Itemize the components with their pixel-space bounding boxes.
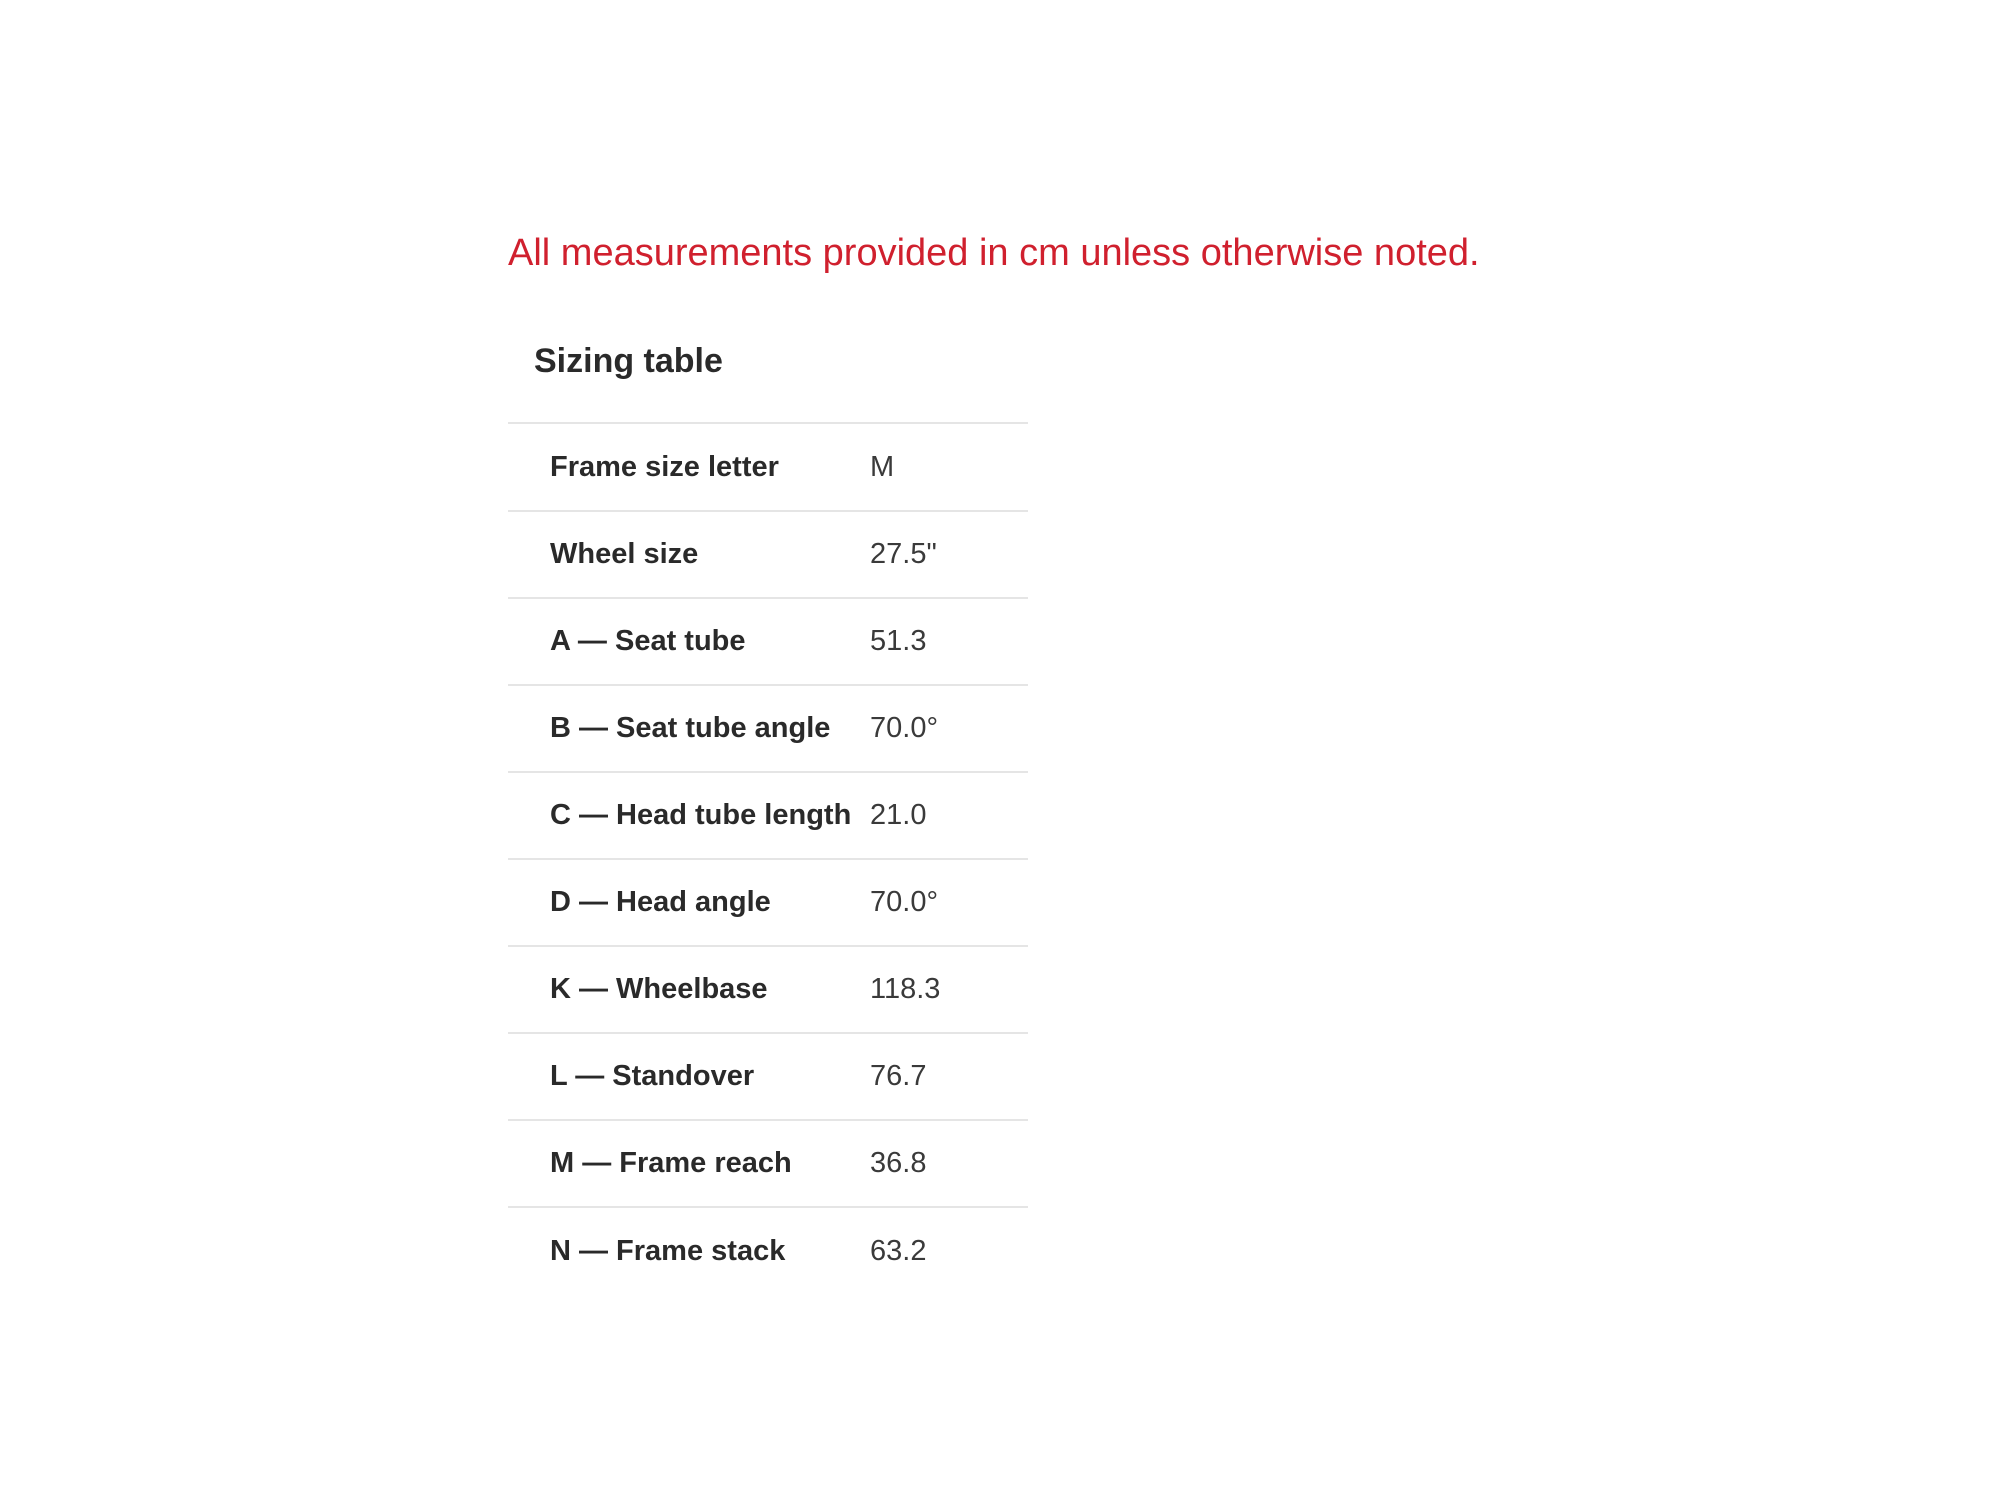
row-label: A — Seat tube (550, 625, 746, 657)
table-row (508, 685, 1028, 772)
row-value: 51.3 (870, 625, 927, 657)
row-label: N — Frame stack (550, 1234, 786, 1267)
measurement-notice: All measurements provided in cm unless otherwise noted. (508, 232, 1480, 274)
row-label: D — Head angle (550, 886, 771, 918)
sizing-table (508, 424, 1028, 1294)
row-label: L — Standover (550, 1060, 755, 1092)
table-row (508, 1120, 1028, 1207)
row-label: B — Seat tube angle (550, 712, 831, 744)
row-label: Wheel size (550, 538, 699, 570)
row-value: 21.0 (870, 799, 927, 831)
row-value: M (870, 450, 895, 483)
table-row (508, 946, 1028, 1033)
row-value: 27.5" (870, 538, 937, 570)
table-row (508, 1207, 1028, 1294)
table-row (508, 772, 1028, 859)
row-label: Frame size letter (550, 450, 779, 483)
sizing-table-section (508, 328, 1028, 1294)
row-value: 118.3 (870, 973, 941, 1005)
table-row (508, 598, 1028, 685)
table-row (508, 1033, 1028, 1120)
row-value: 76.7 (870, 1060, 927, 1092)
table-row (508, 859, 1028, 946)
sizing-table-title: Sizing table (508, 328, 1028, 424)
row-label: K — Wheelbase (550, 973, 768, 1005)
row-value: 36.8 (870, 1147, 927, 1179)
row-value: 70.0° (870, 886, 939, 918)
table-row (508, 511, 1028, 598)
row-label: M — Frame reach (550, 1147, 792, 1179)
row-label: C — Head tube length (550, 799, 852, 831)
table-row (508, 424, 1028, 511)
row-value: 70.0° (870, 712, 939, 744)
row-value: 63.2 (870, 1234, 927, 1267)
